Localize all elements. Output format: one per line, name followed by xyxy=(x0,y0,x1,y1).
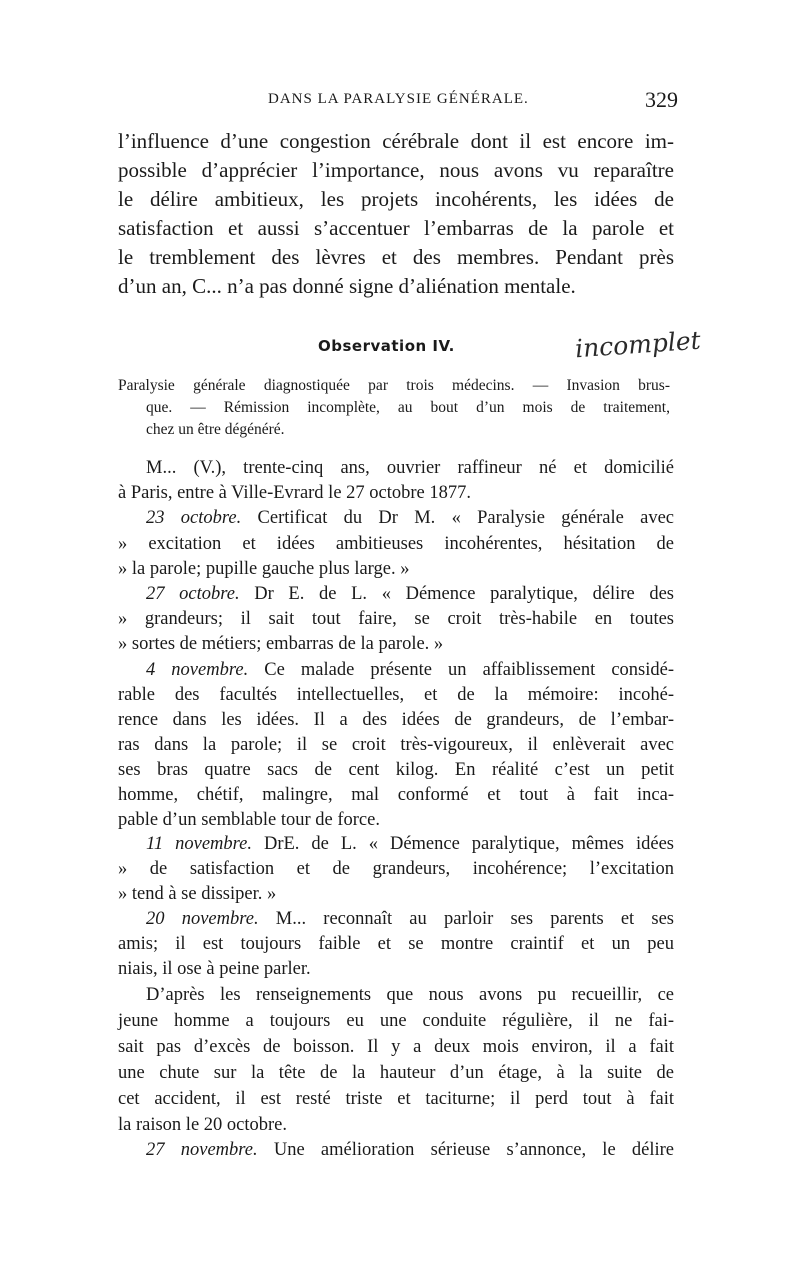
entry-text: pable d’un semblable tour de force. xyxy=(118,810,380,830)
entry-text: homme, chétif, malingre, mal conformé et tout à fait inca- xyxy=(118,785,674,805)
entry-date: 23 octobre. xyxy=(146,508,242,528)
entry-text: cet accident, il est resté triste et taciturne; il perd tout à fait xyxy=(118,1089,674,1109)
entry-text: jeune homme a toujours eu une conduite régulière, il ne fai- xyxy=(118,1011,674,1031)
body-line xyxy=(118,532,674,556)
entry-text: D’après les renseignements que nous avons pu recueillir, ce xyxy=(146,985,674,1005)
page-number: 329 xyxy=(645,87,678,112)
text-line: satisfaction et aussi s’accentuer l’embarras de la parole et xyxy=(118,216,674,240)
entry-text: M... reconnaît au parloir ses parents et ses xyxy=(258,909,674,929)
text-line: le tremblement des lèvres et des membres. Pendant près xyxy=(118,245,674,269)
entry-text: Ce malade présente un affaiblissement considé- xyxy=(248,660,675,680)
body-line xyxy=(118,733,674,757)
handwritten-annotation: incomplet xyxy=(574,325,702,364)
text-line: l’influence d’une congestion cérébrale dont il est encore im- xyxy=(118,129,674,153)
entry-text: » sortes de métiers; embarras de la parole. » xyxy=(118,634,444,654)
entry-date: 27 novembre. xyxy=(146,1140,258,1160)
summary-line: chez un être dégénéré. xyxy=(146,421,285,438)
body-line xyxy=(118,607,674,631)
entry-text: » tend à se dissiper. » xyxy=(118,884,277,904)
body-line xyxy=(146,658,674,682)
text-line: possible d’apprécier l’importance, nous avons vu reparaître xyxy=(118,158,674,182)
body-line xyxy=(118,1035,674,1059)
observation-title: Observation IV. xyxy=(318,337,455,355)
entry-text: niais, il ose à peine parler. xyxy=(118,959,311,979)
entry-text: ras dans la parole; il se croit très-vigoureux, il enlèverait avec xyxy=(118,735,674,755)
entry-text: sait pas d’excès de boisson. Il y a deux mois environ, il a fait xyxy=(118,1037,674,1057)
body-line xyxy=(118,1113,674,1137)
body-line xyxy=(118,808,674,832)
body-line xyxy=(118,557,674,581)
body-line xyxy=(146,907,674,931)
entry-text: rable des facultés intellectuelles, et de la mémoire: incohé- xyxy=(118,685,674,705)
body-line xyxy=(146,1138,674,1162)
entry-text: rence dans les idées. Il a des idées de grandeurs, de l’embar- xyxy=(118,710,674,730)
entry-text: Une amélioration sérieuse s’annonce, le délire xyxy=(257,1140,674,1160)
body-line xyxy=(118,1061,674,1085)
body-line xyxy=(118,1087,674,1111)
entry-text: M... (V.), trente-cinq ans, ouvrier raffineur né et domicilié xyxy=(146,458,674,478)
body-line xyxy=(118,857,674,881)
entry-text: amis; il est toujours faible et se montre craintif et un peu xyxy=(118,934,674,954)
body-line xyxy=(118,758,674,782)
entry-date: 20 novembre. xyxy=(146,909,259,929)
entry-text: » de satisfaction et de grandeurs, incohérence; l’excitation xyxy=(118,859,674,879)
body-line xyxy=(118,683,674,707)
body-line xyxy=(118,708,674,732)
summary-line: Paralysie générale diagnostiquée par trois médecins. — Invasion brus- xyxy=(118,377,670,394)
body-line xyxy=(146,506,674,530)
entry-text: la raison le 20 octobre. xyxy=(118,1115,288,1135)
entry-text: » la parole; pupille gauche plus large. » xyxy=(118,559,410,579)
running-head: DANS LA PARALYSIE GÉNÉRALE. xyxy=(268,91,529,107)
text-line: le délire ambitieux, les projets incohérents, les idées de xyxy=(118,187,674,211)
body-line xyxy=(118,783,674,807)
body-line xyxy=(118,481,674,505)
body-line xyxy=(146,456,674,480)
entry-date: 11 novembre. xyxy=(146,834,252,854)
body-line xyxy=(118,1009,674,1033)
body-line xyxy=(146,582,674,606)
entry-text: une chute sur la tête de la hauteur d’un étage, à la suite de xyxy=(118,1063,674,1083)
entry-text: DrE. de L. « Démence paralytique, mêmes idées xyxy=(252,834,674,854)
entry-date: 27 octobre. xyxy=(146,584,240,604)
body-line xyxy=(146,983,674,1007)
entry-text: Certificat du Dr M. « Paralysie générale avec xyxy=(241,508,674,528)
entry-text: » grandeurs; il sait tout faire, se croit très-habile en toutes xyxy=(118,609,674,629)
body-line xyxy=(118,957,674,981)
body-line xyxy=(146,832,674,856)
entry-text: à Paris, entre à Ville-Evrard le 27 octobre 1877. xyxy=(118,483,472,503)
entry-text: » excitation et idées ambitieuses incohérentes, hésitation de xyxy=(118,534,674,554)
page-header xyxy=(118,87,678,115)
body-line xyxy=(118,882,674,906)
text-line: d’un an, C... n’a pas donné signe d’aliénation mentale. xyxy=(118,274,576,298)
body-line xyxy=(118,932,674,956)
summary-line: que. — Rémission incomplète, au bout d’un mois de traitement, xyxy=(146,399,670,416)
entry-text: ses bras quatre sacs de cent kilog. En réalité c’est un petit xyxy=(118,760,674,780)
entry-date: 4 novembre. xyxy=(146,660,249,680)
body-line xyxy=(118,632,674,656)
entry-text: Dr E. de L. « Démence paralytique, délire des xyxy=(239,584,674,604)
